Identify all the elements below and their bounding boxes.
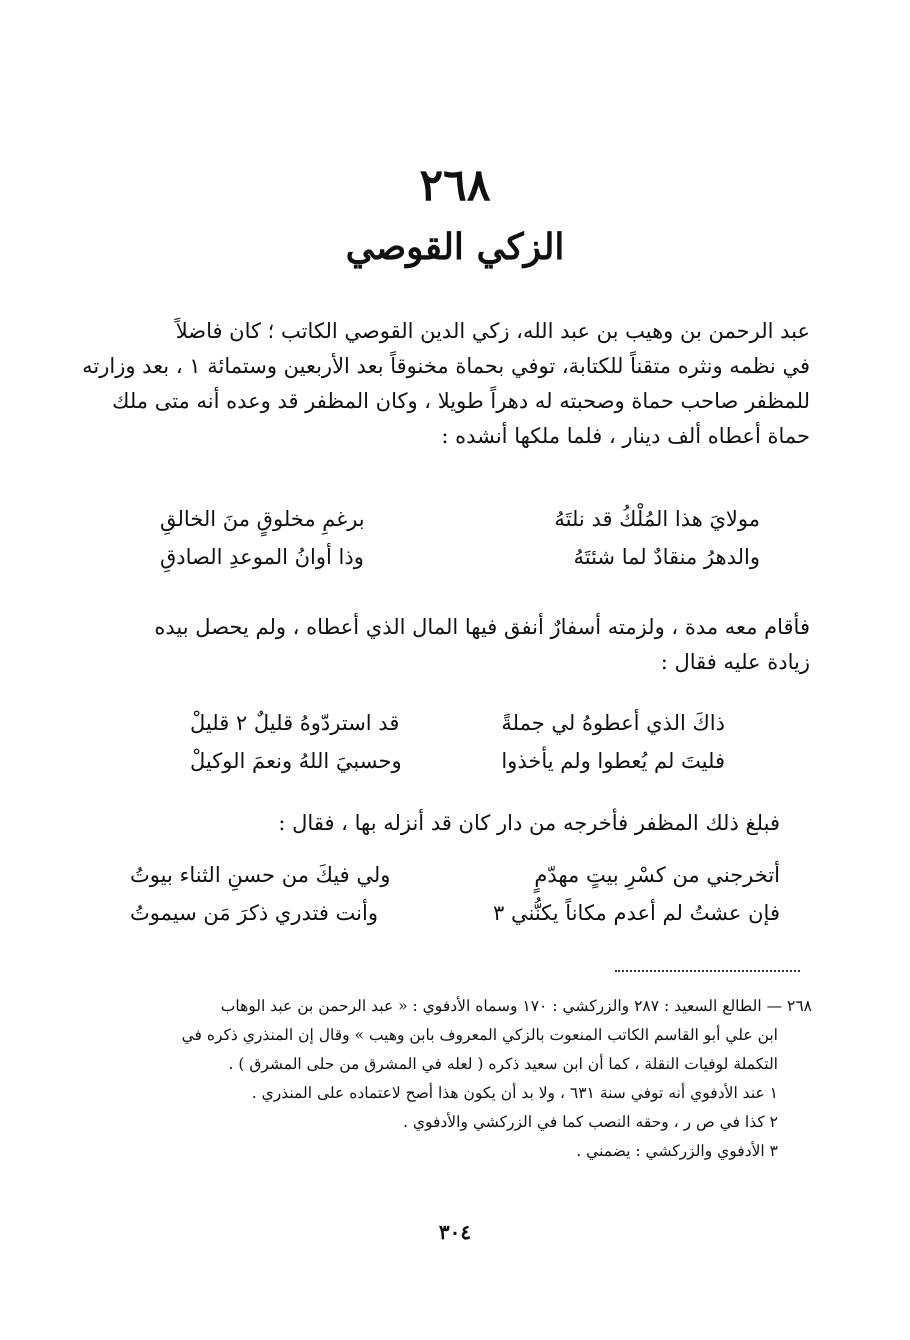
verse-first-hemistich: مولايَ هذا المُلْكُ قد نلتَهُ [554,507,760,531]
intro-line: في نظمه ونثره متقناً للكتابة، توفي بحماة مخنوقاً بعد الأربعين وستمائة ١ ، بعد وزارته [82,354,810,378]
intro-line: عبد الرحمن بن وهيب بن عبد الله، زكي الدين القوصي الكاتب ؛ كان فاضلاً [175,319,810,343]
intro-line: حماة أعطاه ألف دينار ، فلما ملكها أنشده : [441,424,810,448]
footnotes [100,992,812,1166]
middle-paragraph [100,610,810,680]
verse [150,538,760,576]
middle-line: زيادة عليه فقال : [660,650,810,674]
verse [125,856,780,894]
verse-first-hemistich: فإن عشتُ لم أعدم مكاناً يكنُّني ٣ [493,901,780,925]
verse-second-hemistich: وحسبيَ اللهُ ونعمَ الوكيلْ [190,749,402,773]
footnote-note: ١ عند الأدفوي أنه توفي سنة ٦٣١ ، ولا بد أن يكون هذا أصح لاعتماده على المنذري . [251,1084,778,1102]
intro-line: للمظفر صاحب حماة وصحبته له دهراً طويلا ، وكان المظفر قد وعده أنه متى ملك [112,389,810,413]
poem-2 [180,704,725,780]
verse [125,894,780,932]
footnote-separator [615,970,800,972]
intro-paragraph [82,314,810,454]
footnote-note: ٣ الأدفوي والزركشي : يضمني . [576,1142,778,1160]
page-number: ٣٠٤ [438,1220,472,1244]
poem-1 [150,500,760,576]
verse-second-hemistich: برغمِ مخلوقٍ منَ الخالقِ [160,507,365,531]
footnote-source-line: التكملة لوفيات النقلة ، كما أن ابن سعيد ذكره ( لعله في المشرق من حلى المشرق ) . [228,1055,778,1073]
entry-number: ٢٦٨ [419,160,491,211]
footnote-note: ٢ كذا في ص ر ، وحقه النصب كما في الزركشي والأدفوي . [402,1113,778,1131]
verse-second-hemistich: وذا أوانُ الموعدِ الصادقِ [160,545,364,569]
verse [150,500,760,538]
poem-3 [125,856,780,932]
verse-first-hemistich: ذاكَ الذي أعطوهُ لي جملةً [501,711,725,735]
entry-title: الزكي القوصي [345,226,565,268]
middle-line: فأقام معه مدة ، ولزمته أسفارٌ أنفق فيها المال الذي أعطاه ، ولم يحصل بيده [154,615,810,639]
footnote-source-line: ٢٦٨ — الطالع السعيد : ٢٨٧ والزركشي : ١٧٠ وسماه الأدفوي : « عبد الرحمن بن عبد الوهاب [220,997,812,1015]
verse [180,704,725,742]
transition-line: فبلغ ذلك المظفر فأخرجه من دار كان قد أنزله بها ، فقال : [278,811,780,835]
verse-first-hemistich: فليتَ لم يُعطوا ولم يأخذوا [501,749,725,773]
verse-second-hemistich: ولي فيكَ من حسنِ الثناء بيوتُ [130,863,391,887]
footnote-source-line: ابن علي أبو القاسم الكاتب المنعوت بالزكي المعروف بابن وهيب » وقال إن المنذري ذكره في [181,1026,778,1044]
verse-second-hemistich: قد استردّوهُ قليلٌ ٢ قليلْ [190,711,400,735]
verse-first-hemistich: أتخرجني من كسْرِ بيتٍ مهدّمٍ [534,863,780,887]
verse-second-hemistich: وأنت فتدري ذكرَ مَن سيموتُ [130,901,378,925]
verse [180,742,725,780]
transition-paragraph [200,806,780,841]
verse-first-hemistich: والدهرُ منقادٌ لما شئتَهُ [573,545,760,569]
